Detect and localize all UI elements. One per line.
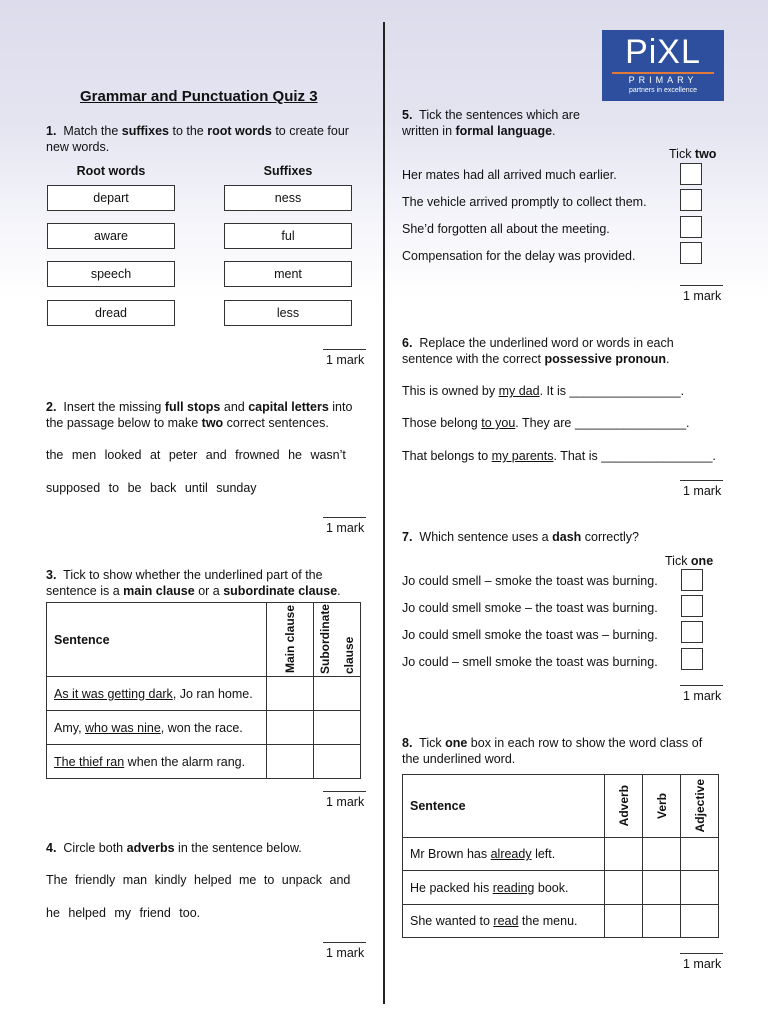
mark-line bbox=[680, 480, 723, 481]
q8-table bbox=[402, 774, 719, 938]
logo-sub: PRIMARY bbox=[628, 75, 698, 85]
mark-line bbox=[323, 517, 366, 518]
column-divider bbox=[383, 22, 385, 1004]
q7-mark: 1 mark bbox=[683, 689, 722, 703]
q6-prompt: 6. Replace the underlined word or words in each sentence with the correct possessive pronoun. bbox=[402, 336, 674, 366]
q8-mark: 1 mark bbox=[683, 957, 722, 971]
q8-prompt: 8. Tick one box in each row to show the word class of the underlined word. bbox=[402, 736, 703, 766]
adjective-tick-cell[interactable] bbox=[681, 871, 719, 905]
q7-tick-box[interactable] bbox=[681, 621, 703, 643]
suffix-box[interactable]: less bbox=[224, 300, 352, 326]
table-row-sentence: Mr Brown has already left. bbox=[403, 838, 605, 871]
subordinate-clause-tick-cell[interactable] bbox=[314, 711, 361, 745]
q7-prompt: 7. Which sentence uses a dash correctly? bbox=[402, 530, 639, 544]
adverb-tick-cell[interactable] bbox=[605, 838, 643, 871]
main-clause-tick-cell[interactable] bbox=[267, 677, 314, 711]
q4-mark: 1 mark bbox=[326, 946, 365, 960]
q4-sentence-line-2: he helped my friend too. bbox=[46, 906, 201, 920]
q7-option: Jo could smell smoke the toast was – burning. bbox=[402, 628, 658, 642]
q5-mark: 1 mark bbox=[683, 289, 722, 303]
main-clause-tick-cell[interactable] bbox=[267, 711, 314, 745]
q5-tick-instruction: Tick two bbox=[669, 147, 717, 161]
q6-mark: 1 mark bbox=[683, 484, 722, 498]
q6-row: That belongs to my parents. That is ________________. bbox=[402, 449, 716, 463]
logo-main: PiXL bbox=[625, 33, 701, 71]
root-word-box[interactable]: speech bbox=[47, 261, 175, 287]
q7-tick-instruction: Tick one bbox=[665, 554, 714, 568]
suffix-box[interactable]: ment bbox=[224, 261, 352, 287]
page-title: Grammar and Punctuation Quiz 3 bbox=[80, 88, 318, 105]
root-word-box[interactable]: dread bbox=[47, 300, 175, 326]
adjective-tick-cell[interactable] bbox=[681, 905, 719, 938]
verb-tick-cell[interactable] bbox=[643, 838, 681, 871]
pixl-logo bbox=[602, 30, 724, 101]
col-verb-header: Verb bbox=[643, 775, 681, 838]
q6-row: This is owned by my dad. It is ________________. bbox=[402, 384, 685, 398]
q2-passage-line-1: the men looked at peter and frowned he wasn’t bbox=[46, 448, 346, 462]
table-row-sentence: She wanted to read the menu. bbox=[403, 905, 605, 938]
mark-line bbox=[323, 942, 366, 943]
col-adverb-header: Adverb bbox=[605, 775, 643, 838]
q2-mark: 1 mark bbox=[326, 521, 365, 535]
root-word-box[interactable]: aware bbox=[47, 223, 175, 249]
q5-tick-box[interactable] bbox=[680, 242, 702, 264]
q3-table bbox=[46, 602, 361, 779]
mark-line bbox=[680, 953, 723, 954]
table-row-sentence: He packed his reading book. bbox=[403, 871, 605, 905]
q5-prompt: 5. Tick the sentences which are written in formal language. bbox=[402, 108, 580, 138]
mark-line bbox=[680, 685, 723, 686]
col-adjective-header: Adjective bbox=[681, 775, 719, 838]
q7-option: Jo could smell – smoke the toast was burning. bbox=[402, 574, 658, 588]
root-word-box[interactable]: depart bbox=[47, 185, 175, 211]
mark-line bbox=[323, 791, 366, 792]
root-words-header: Root words bbox=[76, 164, 146, 178]
main-clause-tick-cell[interactable] bbox=[267, 745, 314, 779]
q4-sentence-line-1: The friendly man kindly helped me to unpack and bbox=[46, 873, 351, 887]
q3-mark: 1 mark bbox=[326, 795, 365, 809]
q5-option: Compensation for the delay was provided. bbox=[402, 249, 636, 263]
q5-option: She’d forgotten all about the meeting. bbox=[402, 222, 610, 236]
adverb-tick-cell[interactable] bbox=[605, 871, 643, 905]
suffixes-header: Suffixes bbox=[263, 164, 313, 178]
q1-prompt: 1. Match the suffixes to the root words to create four new words. bbox=[46, 124, 349, 154]
q5-tick-box[interactable] bbox=[680, 163, 702, 185]
q7-tick-box[interactable] bbox=[681, 569, 703, 591]
mark-line bbox=[680, 285, 723, 286]
subordinate-clause-tick-cell[interactable] bbox=[314, 677, 361, 711]
verb-tick-cell[interactable] bbox=[643, 905, 681, 938]
table-row-sentence: The thief ran when the alarm rang. bbox=[47, 745, 267, 779]
col-subordinate-clause-header: Subordinate clause bbox=[314, 603, 361, 677]
col-main-clause-header: Main clause bbox=[267, 603, 314, 677]
mark-line bbox=[323, 349, 366, 350]
q5-tick-box[interactable] bbox=[680, 216, 702, 238]
adverb-tick-cell[interactable] bbox=[605, 905, 643, 938]
q2-passage-line-2: supposed to be back until sunday bbox=[46, 481, 257, 495]
logo-tagline: partners in excellence bbox=[628, 87, 698, 94]
q6-row: Those belong to you. They are ________________. bbox=[402, 416, 690, 430]
col-sentence-header: Sentence bbox=[403, 775, 605, 838]
suffix-box[interactable]: ness bbox=[224, 185, 352, 211]
q4-prompt: 4. Circle both adverbs in the sentence below. bbox=[46, 841, 302, 855]
q7-option: Jo could smell smoke – the toast was burning. bbox=[402, 601, 658, 615]
table-row-sentence: Amy, who was nine, won the race. bbox=[47, 711, 267, 745]
q7-tick-box[interactable] bbox=[681, 595, 703, 617]
q5-option: Her mates had all arrived much earlier. bbox=[402, 168, 617, 182]
q5-option: The vehicle arrived promptly to collect them. bbox=[402, 195, 647, 209]
q5-tick-box[interactable] bbox=[680, 189, 702, 211]
q1-mark: 1 mark bbox=[326, 353, 365, 367]
q7-option: Jo could – smell smoke the toast was burning. bbox=[402, 655, 658, 669]
table-row-sentence: As it was getting dark, Jo ran home. bbox=[47, 677, 267, 711]
q3-prompt: 3. Tick to show whether the underlined part of the sentence is a main clause or a subordinate clause. bbox=[46, 568, 341, 598]
verb-tick-cell[interactable] bbox=[643, 871, 681, 905]
subordinate-clause-tick-cell[interactable] bbox=[314, 745, 361, 779]
q2-prompt: 2. Insert the missing full stops and capital letters into the passage below to make two correct sentences. bbox=[46, 400, 353, 430]
col-sentence-header: Sentence bbox=[47, 603, 267, 677]
q7-tick-box[interactable] bbox=[681, 648, 703, 670]
suffix-box[interactable]: ful bbox=[224, 223, 352, 249]
adjective-tick-cell[interactable] bbox=[681, 838, 719, 871]
